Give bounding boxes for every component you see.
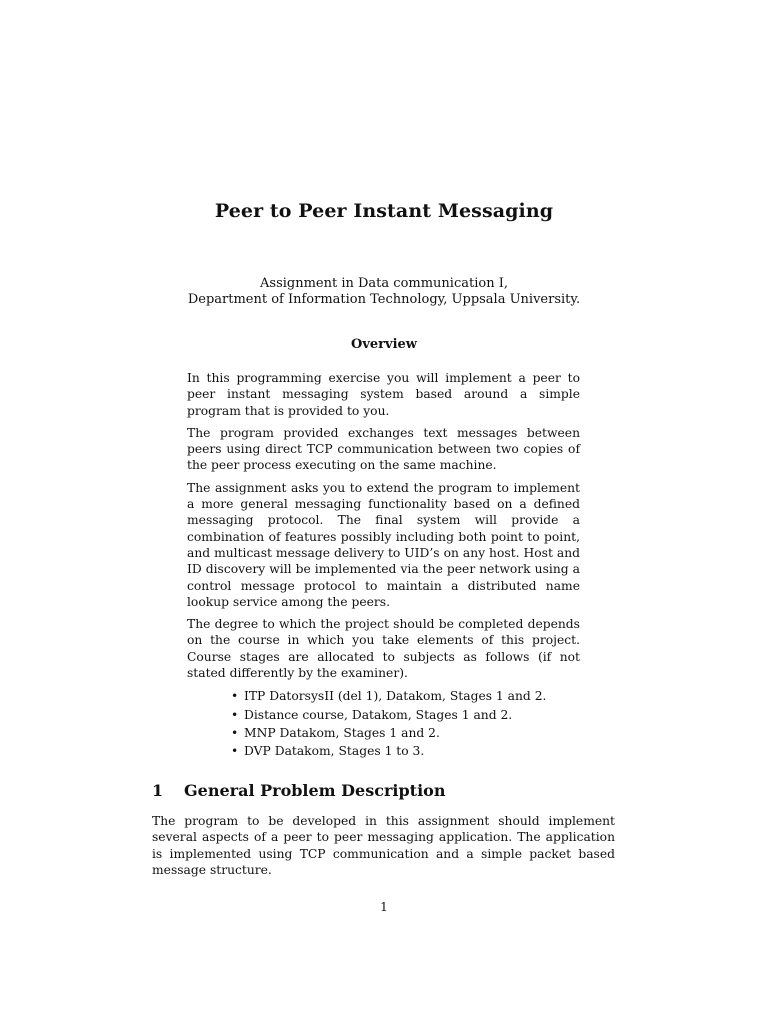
subtitle-line-department: Department of Information Technology, Uppsala University. [187, 292, 581, 307]
list-item-text: DVP Datakom, Stages 1 to 3. [244, 744, 425, 759]
course-stages-list [187, 687, 580, 760]
page-number: 1 [380, 900, 388, 914]
list-item [231, 706, 580, 724]
list-item [231, 742, 580, 760]
overview-paragraph: In this programming exercise you will implement a peer to peer instant messaging system based around a simple program that is provided to you. [187, 371, 580, 418]
section-title: General Problem Description [184, 781, 446, 800]
overview-paragraph: The degree to which the project should be completed depends on the course in which you take elements of this project. Course stages are allocated to subjects as follows (if not stated differently by the examiner). [187, 617, 580, 681]
overview-section [187, 370, 580, 761]
section-number: 1 [152, 781, 164, 800]
overview-paragraph: The program provided exchanges text messages between peers using direct TCP communication between two copies of the peer process executing on the same machine. [187, 425, 580, 473]
bullet-icon: • [231, 744, 239, 759]
overview-heading: Overview [351, 337, 417, 352]
list-item [231, 724, 580, 742]
list-item [231, 687, 580, 705]
subtitle-line-course: Assignment in Data communication I, [260, 276, 508, 291]
bullet-icon: • [231, 725, 239, 740]
section-heading [152, 781, 445, 800]
list-item-text: Distance course, Datakom, Stages 1 and 2. [244, 707, 513, 722]
list-item-text: ITP DatorsysII (del 1), Datakom, Stages 1 and 2. [244, 689, 547, 704]
bullet-icon: • [231, 707, 239, 722]
document-subtitle [0, 276, 768, 308]
section-body-paragraph: The program to be developed in this assignment should implement several aspects of a peer to peer messaging application. The application is implemented using TCP communication and a simple packet based message structure. [152, 814, 615, 877]
list-item-text: MNP Datakom, Stages 1 and 2. [244, 725, 440, 740]
bullet-icon: • [231, 689, 239, 704]
document-title: Peer to Peer Instant Messaging [214, 200, 554, 222]
overview-paragraph: The assignment asks you to extend the program to implement a more general messaging functionality based on a defined messaging protocol. The final system will provide a combination of features possibly including both point to point, and multicast message delivery to UID’s on any host. Host and ID discovery will be implemented via the peer network using a control message protocol to maintain a distributed name lookup service among the peers. [187, 480, 580, 609]
